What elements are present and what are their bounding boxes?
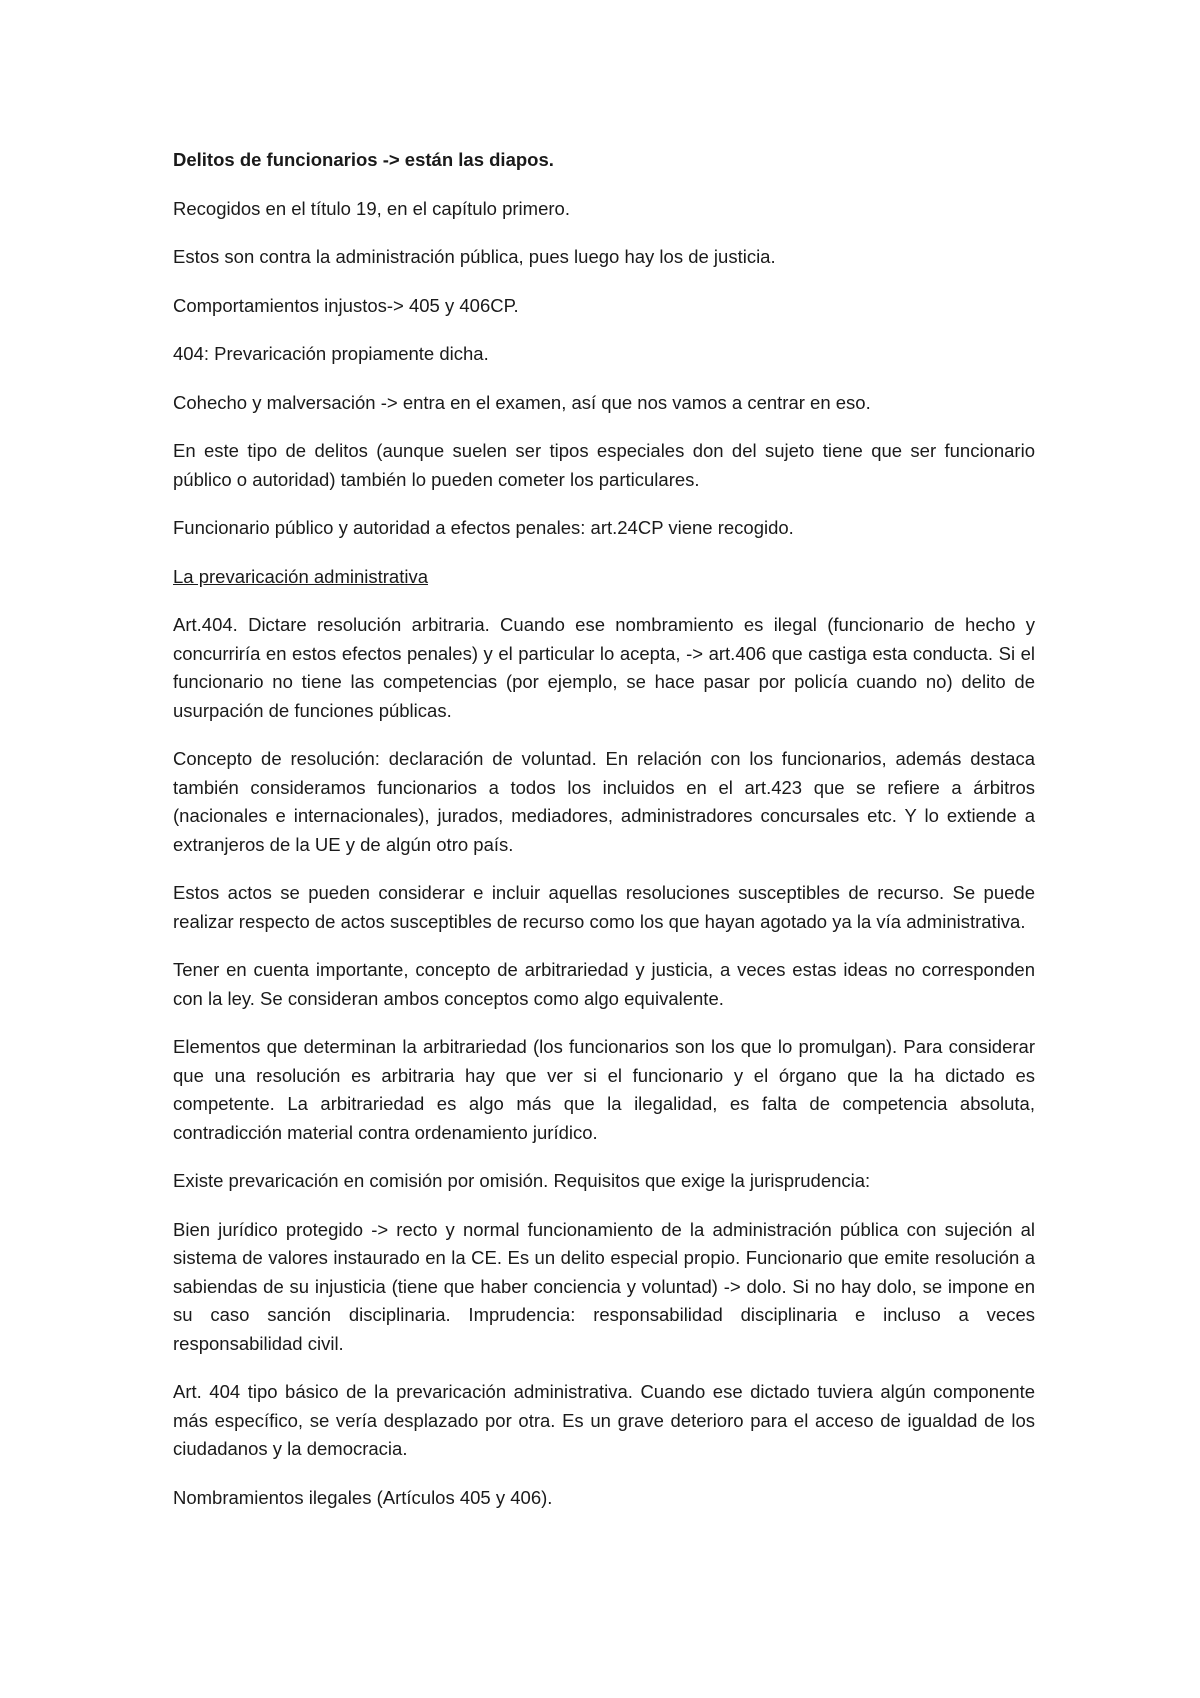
paragraph: Recogidos en el título 19, en el capítulo primero. [173, 197, 570, 219]
paragraph: Estos son contra la administración pública, pues luego hay los de justicia. [173, 246, 776, 267]
paragraph: Elementos que determinan la arbitrariedad (los funcionarios son los que lo promulgan). Para considerar que una resolución es arbitraria hay que ver si el funcionario y el órgano que la ha dictado es competente. La arbitrariedad es algo más que la ilegalidad, es falta de competencia absoluta, contradicción material contra ordenamiento jurídico. [173, 1036, 1035, 1143]
paragraph: Tener en cuenta importante, concepto de arbitrariedad y justicia, a veces estas ideas no corresponden con la ley. Se consideran ambos conceptos como algo equivalente. [173, 959, 1035, 1009]
paragraph: Funcionario público y autoridad a efectos penales: art.24CP viene recogido. [173, 517, 794, 538]
paragraph: En este tipo de delitos (aunque suelen ser tipos especiales don del sujeto tiene que ser funcionario público o autoridad) también lo pueden cometer los particulares. [173, 440, 1035, 490]
paragraph: Existe prevaricación en comisión por omisión. Requisitos que exige la jurisprudencia: [173, 1170, 871, 1191]
paragraph: Comportamientos injustos-> 405 y 406CP. [173, 294, 519, 316]
paragraph: 404: Prevaricación propiamente dicha. [173, 343, 489, 364]
paragraph: Cohecho y malversación -> entra en el examen, así que nos vamos a centrar en eso. [173, 391, 871, 413]
document-page [173, 146, 1035, 1532]
paragraph: Concepto de resolución: declaración de voluntad. En relación con los funcionarios, además destaca también consideramos funcionarios a todos los incluidos en el art.423 que se refiere a árbitros (nacionales e internacionales), jurados, mediadores, administradores concursales etc. Y lo extiende a extranjeros de la UE y de algún otro país. [173, 748, 1035, 855]
document-heading: Delitos de funcionarios -> están las diapos. [173, 149, 554, 170]
paragraph: Art.404. Dictare resolución arbitraria. Cuando ese nombramiento es ilegal (funcionario de hecho y concurriría en estos efectos penales) y el particular lo acepta, -> art.406 que castiga esta conducta. Si el funcionario no tiene las competencias (por ejemplo, se hace pasar por policía cuando no) delito de usurpación de funciones públicas. [173, 614, 1035, 721]
paragraph: Art. 404 tipo básico de la prevaricación administrativa. Cuando ese dictado tuviera algún componente más específico, se vería desplazado por otra. Es un grave deterioro para el acceso de igualdad de los ciudadanos y la democracia. [173, 1381, 1035, 1459]
paragraph: Estos actos se pueden considerar e incluir aquellas resoluciones susceptibles de recurso. Se puede realizar respecto de actos susceptibles de recurso como los que hayan agotado ya la vía administrativa. [173, 882, 1035, 932]
section-heading: La prevaricación administrativa [173, 565, 429, 587]
paragraph: Bien jurídico protegido -> recto y normal funcionamiento de la administración pública con sujeción al sistema de valores instaurado en la CE. Es un delito especial propio. Funcionario que emite resolución a sabiendas de su injusticia (tiene que haber conciencia y voluntad) -> dolo. Si no hay dolo, se impone en su caso sanción disciplinaria. Imprudencia: responsabilidad disciplinaria e incluso a veces responsabilidad civil. [173, 1218, 1035, 1354]
paragraph: Nombramientos ilegales (Artículos 405 y 406). [173, 1486, 553, 1508]
